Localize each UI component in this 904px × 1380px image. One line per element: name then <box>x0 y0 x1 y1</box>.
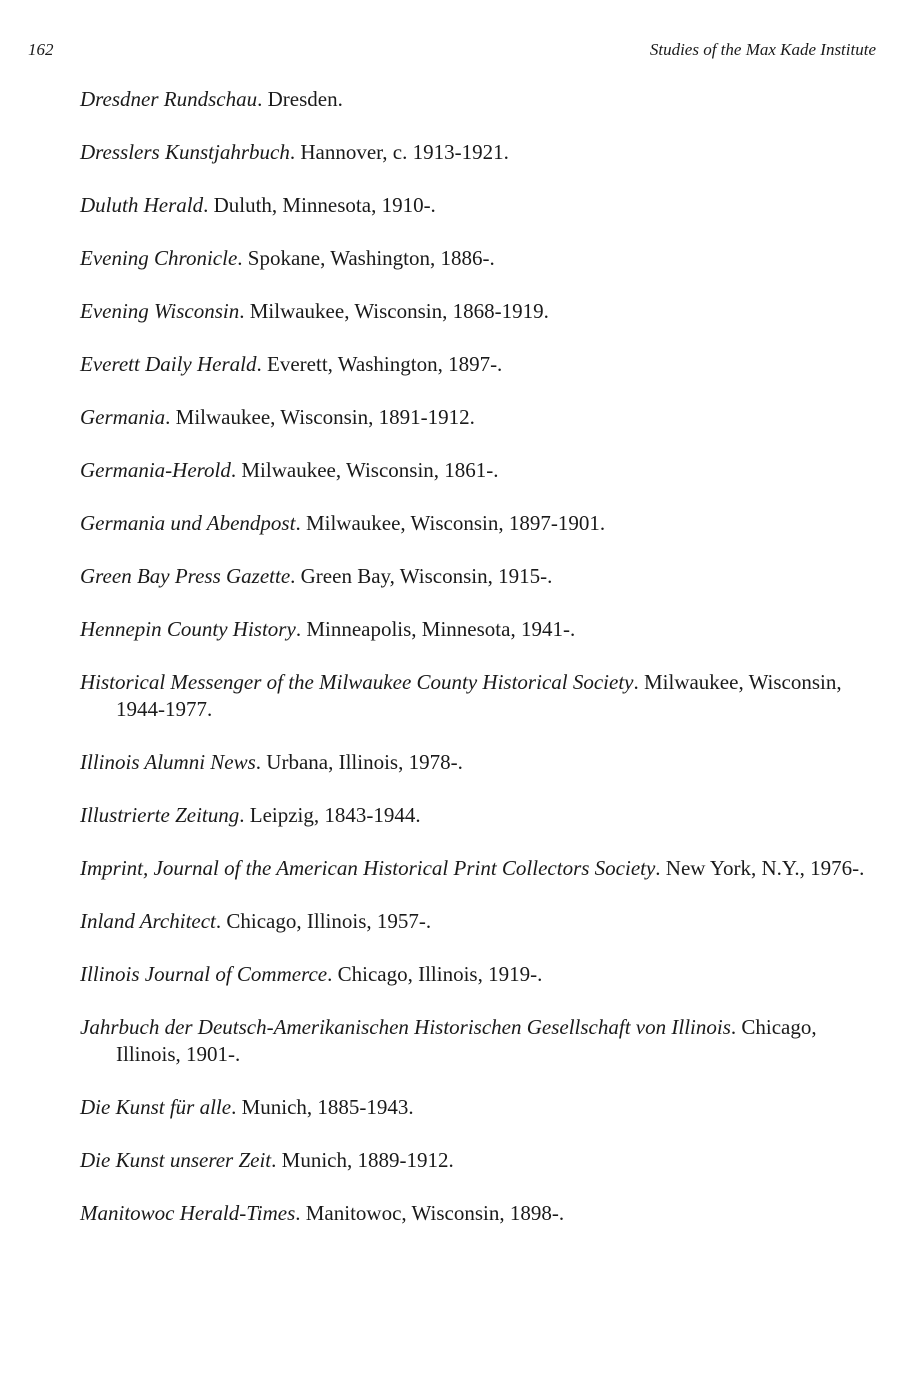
entry-title: Illinois Alumni News <box>80 750 256 774</box>
entry-title: Jahrbuch der Deutsch-Amerikanischen Historischen Gesellschaft von Illinois <box>80 1015 731 1039</box>
entry-details: Everett, Washington, 1897-. <box>267 352 503 376</box>
entry-separator: . <box>239 803 250 827</box>
entry-details: Milwaukee, Wisconsin, 1944-1977. <box>116 670 842 721</box>
entry-title: Manitowoc Herald-Times <box>80 1201 296 1225</box>
entry-separator: . <box>256 352 268 376</box>
entry-details: Leipzig, 1843-1944. <box>249 803 421 827</box>
entry-title: Germania und Abendpost <box>80 511 296 535</box>
entry-details: Chicago, Illinois, 1957-. <box>226 909 432 933</box>
entry-title: Duluth Herald <box>80 193 204 217</box>
entry-separator: . <box>255 750 267 774</box>
entry-separator: . <box>295 1201 306 1225</box>
bibliography-entry <box>80 404 880 431</box>
entry-title: Hennepin County History <box>80 617 296 641</box>
bibliography-entry <box>80 855 880 882</box>
bibliography-entry <box>80 563 880 590</box>
entry-separator: . <box>203 193 214 217</box>
entry-title: Die Kunst für alle <box>80 1095 232 1119</box>
entry-separator: . <box>215 909 227 933</box>
entry-separator: . <box>295 617 307 641</box>
entry-separator: . <box>730 1015 742 1039</box>
bibliography-entry <box>80 139 880 166</box>
entry-details: Munich, 1889-1912. <box>281 1148 454 1172</box>
entry-details: Spokane, Washington, 1886-. <box>247 246 495 270</box>
bibliography-entry <box>80 245 880 272</box>
entry-separator: . <box>290 564 301 588</box>
bibliography-entry <box>80 1014 880 1068</box>
bibliography-entry <box>80 1147 880 1174</box>
entry-separator: . <box>231 1095 242 1119</box>
entry-title: Illinois Journal of Commerce <box>80 962 328 986</box>
entry-title: Evening Chronicle <box>80 246 238 270</box>
entry-title: Dresdner Rundschau <box>80 87 258 111</box>
entry-separator: . <box>239 299 250 323</box>
bibliography-entry <box>80 192 880 219</box>
bibliography-entry <box>80 86 880 113</box>
entry-separator: . <box>165 405 176 429</box>
entry-title: Evening Wisconsin <box>80 299 240 323</box>
entry-details: Hannover, c. 1913-1921. <box>300 140 509 164</box>
bibliography-entry <box>80 616 880 643</box>
bibliography-list <box>80 86 880 1253</box>
entry-details: Duluth, Minnesota, 1910-. <box>213 193 436 217</box>
entry-details: Munich, 1885-1943. <box>241 1095 414 1119</box>
entry-details: Minneapolis, Minnesota, 1941-. <box>306 617 576 641</box>
bibliography-entry <box>80 1094 880 1121</box>
entry-separator: . <box>257 87 268 111</box>
entry-separator: . <box>327 962 338 986</box>
bibliography-entry <box>80 908 880 935</box>
entry-title: Illustrierte Zeitung <box>80 803 240 827</box>
entry-details: Chicago, Illinois, 1919-. <box>337 962 543 986</box>
entry-details: Milwaukee, Wisconsin, 1861-. <box>241 458 499 482</box>
bibliography-entry <box>80 510 880 537</box>
entry-details: Milwaukee, Wisconsin, 1891-1912. <box>175 405 475 429</box>
bibliography-entry <box>80 457 880 484</box>
page-number: 162 <box>28 40 54 59</box>
entry-title: Germania <box>80 405 166 429</box>
entry-separator: . <box>633 670 644 694</box>
entry-title: Everett Daily Herald <box>80 352 257 376</box>
bibliography-entry <box>80 298 880 325</box>
entry-title: Die Kunst unserer Zeit <box>80 1148 272 1172</box>
entry-title: Dresslers Kunstjahrbuch <box>80 140 290 164</box>
page-header <box>28 40 876 64</box>
running-title: Studies of the Max Kade Institute <box>649 40 876 59</box>
entry-details: Milwaukee, Wisconsin, 1868-1919. <box>249 299 549 323</box>
bibliography-entry <box>80 961 880 988</box>
entry-separator: . <box>295 511 306 535</box>
bibliography-entry <box>80 1200 880 1227</box>
entry-separator: . <box>271 1148 282 1172</box>
bibliography-entry <box>80 749 880 776</box>
entry-title: Green Bay Press Gazette <box>80 564 291 588</box>
entry-title: Historical Messenger of the Milwaukee County Historical Society <box>80 670 634 694</box>
entry-title: Inland Architect <box>80 909 216 933</box>
entry-details: Chicago, Illinois, 1901-. <box>116 1015 817 1066</box>
entry-separator: . <box>237 246 248 270</box>
entry-separator: . <box>655 856 666 880</box>
bibliography-entry <box>80 802 880 829</box>
entry-title: Imprint, Journal of the American Historical Print Collectors Society <box>80 856 656 880</box>
entry-separator: . <box>230 458 242 482</box>
bibliography-entry <box>80 351 880 378</box>
entry-title: Germania-Herold <box>80 458 231 482</box>
entry-separator: . <box>289 140 301 164</box>
entry-details: Green Bay, Wisconsin, 1915-. <box>300 564 553 588</box>
entry-details: Milwaukee, Wisconsin, 1897-1901. <box>305 511 606 535</box>
bibliography-entry <box>80 669 880 723</box>
entry-details: Manitowoc, Wisconsin, 1898-. <box>305 1201 565 1225</box>
entry-details: Urbana, Illinois, 1978-. <box>266 750 463 774</box>
entry-details: New York, N.Y., 1976-. <box>665 856 865 880</box>
entry-details: Dresden. <box>267 87 343 111</box>
